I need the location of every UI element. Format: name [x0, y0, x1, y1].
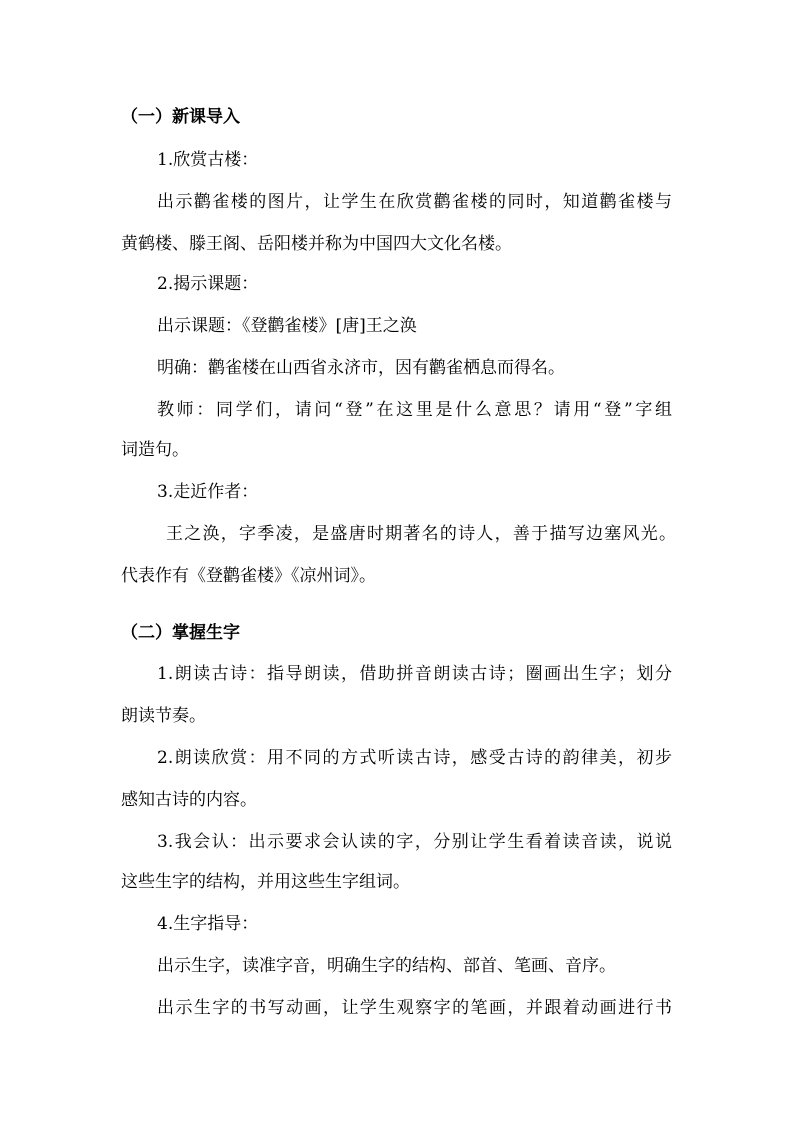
- paragraph-line: 感知古诗的内容。: [121, 790, 257, 810]
- paragraph-line: 3.我会认：出示要求会认读的字，分别让学生看着读音读，说说: [157, 832, 672, 852]
- paragraph-line: 王之涣，字季凌，是盛唐时期著名的诗人，善于描写边塞风光。: [166, 524, 676, 544]
- section-heading-master-characters: （二）掌握生字: [121, 623, 240, 643]
- item-title-character-guidance: 4.生字指导：: [157, 914, 259, 934]
- paragraph-line: 教师：同学们，请问“登”在这里是什么意思？请用“登”字组: [157, 400, 672, 420]
- item-title-author: 3.走近作者：: [157, 482, 259, 502]
- paragraph-line: 明确：鹳雀楼在山西省永济市，因有鹳雀栖息而得名。: [157, 358, 565, 378]
- paragraph-line: 这些生字的结构，并用这些生字组词。: [121, 872, 410, 892]
- item-title-reveal-topic: 2.揭示课题：: [157, 274, 259, 294]
- paragraph-line: 代表作有《登鹳雀楼》《凉州词》。: [121, 566, 376, 586]
- paragraph-line: 出示课题：《登鹳雀楼》[唐]王之涣: [157, 316, 417, 336]
- item-title-appreciate: 1.欣赏古楼：: [157, 150, 259, 170]
- section-heading-new-lesson: （一）新课导入: [121, 107, 240, 127]
- paragraph-line: 朗读节奏。: [121, 706, 206, 726]
- paragraph-line: 出示生字，读准字音，明确生字的结构、部首、笔画、音序。: [157, 956, 616, 976]
- paragraph-line: 出示生字的书写动画，让学生观察字的笔画，并跟着动画进行书: [157, 998, 672, 1018]
- paragraph-line: 1.朗读古诗：指导朗读，借助拼音朗读古诗；圈画出生字；划分: [157, 664, 672, 684]
- paragraph-line: 黄鹤楼、滕王阁、岳阳楼并称为中国四大文化名楼。: [121, 234, 512, 254]
- paragraph-line: 词造句。: [121, 440, 189, 460]
- paragraph-line: 出示鹳雀楼的图片，让学生在欣赏鹳雀楼的同时，知道鹳雀楼与: [157, 192, 672, 212]
- paragraph-line: 2.朗读欣赏：用不同的方式听读古诗，感受古诗的韵律美，初步: [157, 748, 672, 768]
